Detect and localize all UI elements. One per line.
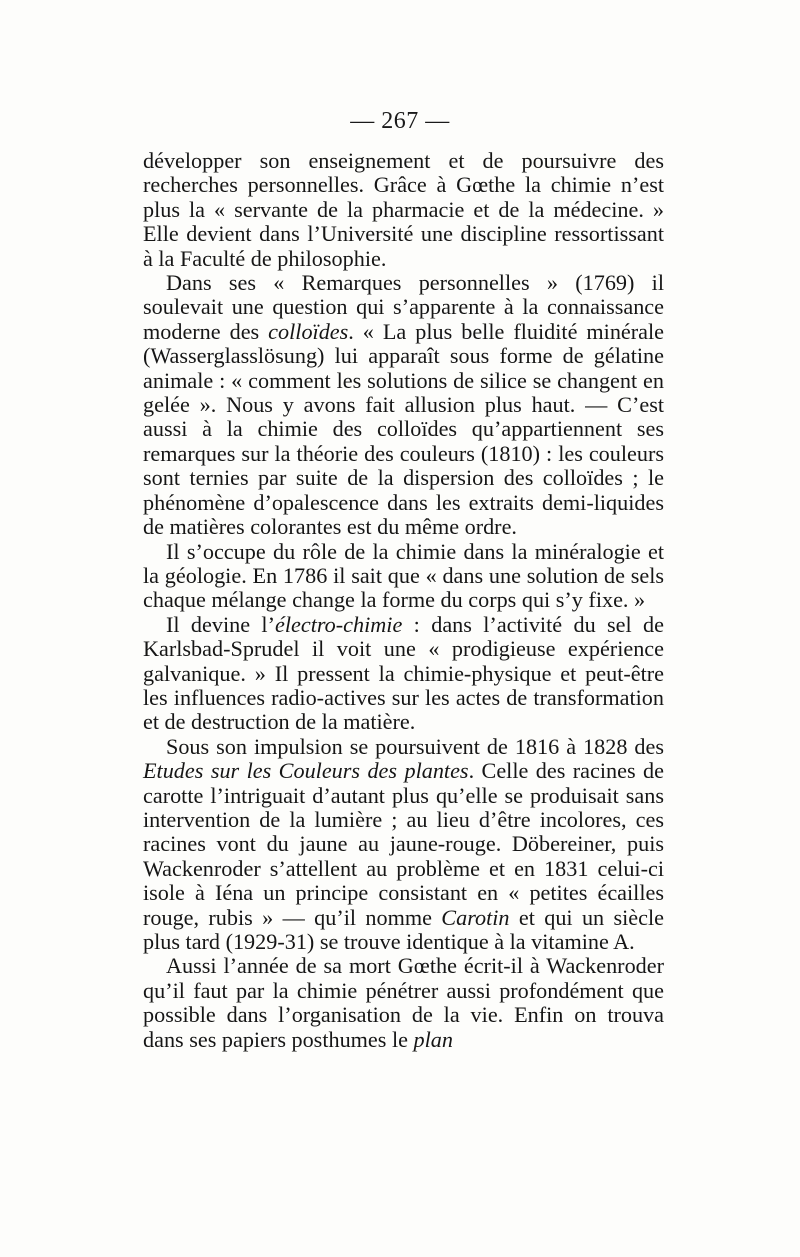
text-run: Il s’occupe du rôle de la chimie dans la minéralogie et la géologie. En 1786 il sait que « dans une solution de sels chaque mélange change la forme du corps qui s’y fixe. » [143, 538, 664, 613]
paragraph [143, 271, 664, 539]
paragraph [143, 954, 664, 1052]
page-number: — 267 — [350, 108, 450, 134]
paragraph [143, 735, 664, 955]
text-run: : dans l’activité du sel de Karlsbad-Sprudel il voit une « prodigieuse expérience galvanique. » Il pressent la chimie-physique et peut-être les influences radio-actives sur les actes de transformation et de destruction de la matière. [143, 611, 664, 735]
text-run: Sous son impulsion se poursuivent de 1816 à 1828 des [166, 733, 664, 759]
text-run: Aussi l’année de sa mort Gœthe écrit-il à Wackenroder qu’il faut par la chimie pénétrer aussi profondément que possible dans l’organisation de la vie. Enfin on trouva dans ses papiers posthumes le [143, 953, 664, 1052]
paragraph [143, 149, 664, 271]
text-run: . « La plus belle fluidité minérale (Wasserglasslösung) lui apparaît sous forme de gélatine animale : « comment les solutions de silice se changent en gelée ». Nous y avons fait allusion plus haut. — C’est aussi à la chimie des colloïdes qu’appartiennent ses remarques sur la théorie des couleurs (1810) : les couleurs sont ternies par suite de la dispersion des colloïdes ; le phénomène d’opalescence dans les extraits demi-liquides de matières colorantes est du même ordre. [143, 318, 665, 540]
text-run: et qui un siècle plus tard (1929-31) se trouve identique à la vitamine A. [143, 904, 664, 954]
paragraph [143, 540, 664, 613]
text-run: développer son enseignement et de poursuivre des recherches personnelles. Grâce à Gœthe la chimie n’est plus la « servante de la pharmacie et de la médecine. » Elle devient dans l’Université une discipline ressortissant à la Faculté de philosophie. [143, 148, 664, 271]
body-text [143, 149, 664, 1052]
paragraph [143, 613, 664, 735]
italic-text: électro-chimie [275, 611, 403, 637]
italic-text: Carotin [441, 904, 510, 930]
text-run: Dans ses « Remarques personnelles » (1769) il soulevait une question qui s’apparente à la connaissance moderne des [143, 270, 664, 344]
italic-text: plan [413, 1026, 453, 1052]
text-run: . Celle des racines de carotte l’intriguait d’autant plus qu’elle se produisait sans intervention de la lumière ; au lieu d’être incolores, ces racines vont du jaune au jaune-rouge. Döbereiner, puis Wackenroder s’attellent au problème et en 1831 celui-ci isole à Iéna un principe consistant en « petites écailles rouge, rubis » — qu’il nomme [143, 758, 664, 930]
italic-text: colloïdes [268, 318, 349, 344]
text-run: Il devine l’ [166, 611, 275, 637]
italic-text: Etudes sur les Couleurs des plantes [143, 758, 469, 784]
